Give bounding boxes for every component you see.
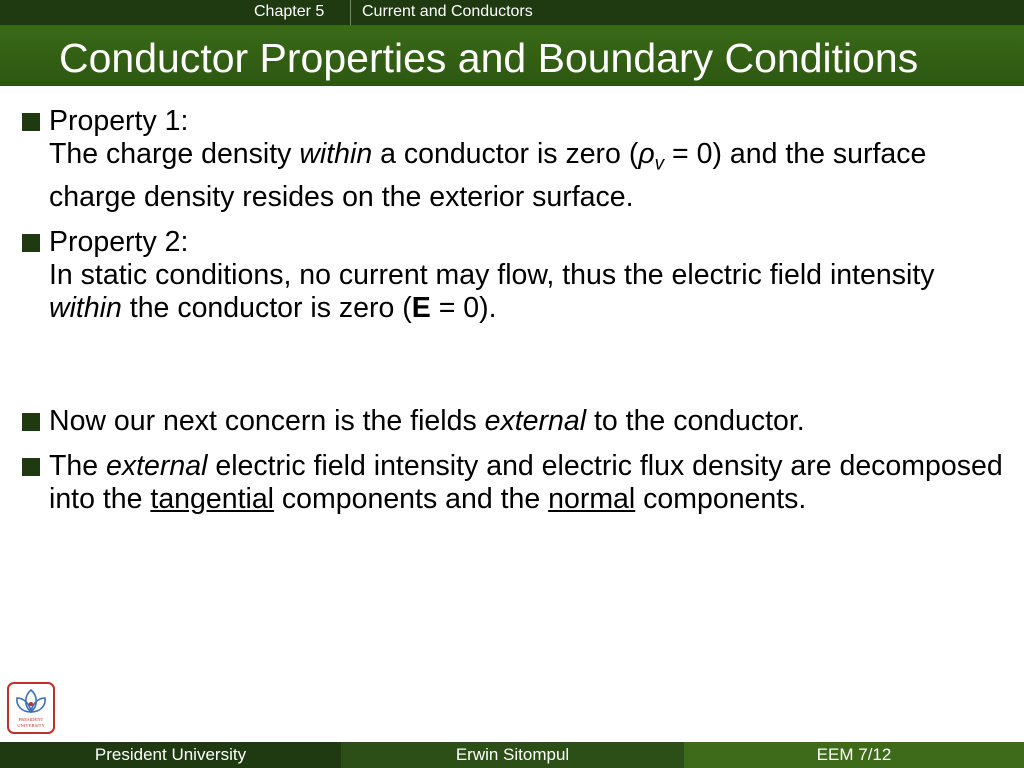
square-bullet-icon [22, 234, 40, 252]
footer-bar [0, 742, 1024, 768]
text-run: The [49, 449, 107, 482]
chapter-label[interactable]: Chapter 5 [254, 3, 325, 20]
text-run: electric field intensity and electric flux density are decomposed into the [49, 449, 1003, 515]
symbol-rho: ρ [638, 138, 655, 170]
property-2-text [49, 259, 1010, 325]
property-1-text [49, 138, 1010, 214]
emphasis-within: within [299, 138, 373, 170]
bullet-decomposition [20, 450, 1010, 516]
section-label[interactable]: Current and Conductors [362, 3, 533, 20]
square-bullet-icon [22, 113, 40, 131]
emphasis-external: external [106, 449, 208, 482]
text-run: In static conditions, no current may flow, thus the electric field intensity [49, 258, 935, 291]
svg-text:UNIVERSITY: UNIVERSITY [17, 723, 45, 728]
footer-institution: President University [0, 742, 341, 768]
text-run: components and the [274, 482, 549, 515]
text-run: components. [635, 482, 807, 515]
title-bar [0, 25, 1024, 86]
emphasis-external: external [484, 404, 587, 437]
top-navigation-bar [0, 0, 1024, 25]
emphasis-within: within [49, 291, 122, 324]
property-2-heading: Property 2: [49, 225, 189, 258]
svg-text:PRESIDENT: PRESIDENT [18, 717, 44, 722]
text-run: = 0) and the surface charge density resides on the exterior surface. [49, 138, 927, 213]
subscript-v: v [654, 153, 665, 175]
square-bullet-icon [22, 413, 40, 431]
footer-author: Erwin Sitompul [341, 742, 684, 768]
bullet-external-fields [20, 405, 1010, 438]
underlined-normal: normal [548, 482, 636, 515]
bullet-property-1 [20, 105, 1010, 214]
header-divider [350, 0, 351, 25]
footer-page-number: EEM 7/12 [684, 742, 1024, 768]
slide-title: Conductor Properties and Boundary Conditions [59, 35, 919, 81]
text-run: Now our next concern is the fields [49, 404, 485, 437]
symbol-E: E [411, 291, 431, 324]
bullet-property-2 [20, 226, 1010, 325]
slide-content [20, 105, 1010, 516]
text-run: a conductor is zero ( [372, 138, 639, 170]
underlined-tangential: tangential [150, 482, 275, 515]
text-run: The charge density [49, 138, 300, 170]
text-run: the conductor is zero ( [121, 291, 412, 324]
president-university-logo [7, 682, 55, 734]
square-bullet-icon [22, 458, 40, 476]
text-run: to the conductor. [586, 404, 805, 437]
property-1-heading: Property 1: [49, 105, 189, 137]
text-run: = 0). [430, 291, 497, 324]
